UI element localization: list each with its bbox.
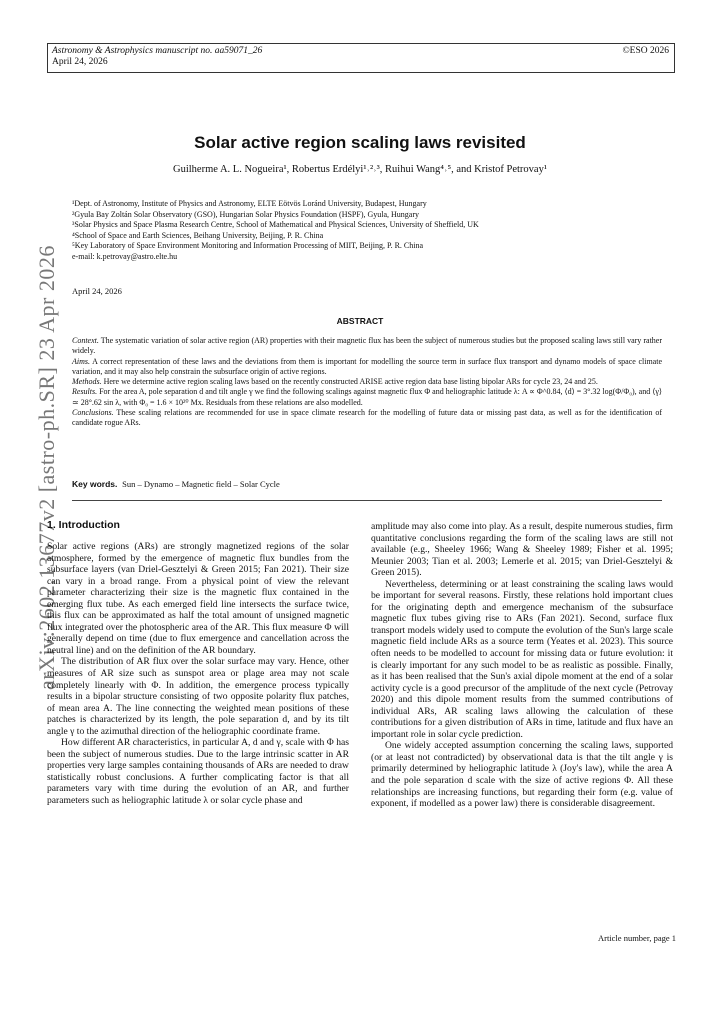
paragraph: Nevertheless, determining or at least constraining the scaling laws would be important for several reasons. Firstly, these relations hold important clues for the originating depth and emergence mechanism of the subsurface magnetic flux tubes giving rise to ARs (Fan 2021). Second, surface flux transport models widely used to compute the evolution of the Sun's large scale magnetic field include ARs as a source term (Yeates et al. 2023). This source often needs to be modelled to account for missing data or future evolution: it is clearly important for any such model to be as realistic as possible. Finally, as it has been realised that the Sun's axial dipole moment at the end of a solar activity cycle is a good precursor of the amplitude of the next cycle (Petrovay 2020) and this dipole moment results from the summed contributions of individual ARs, AR scaling laws allowing the calculation of these contributions for a given distribution of ARs in time, latitude and flux have an important role in solar cycle prediction. <box>371 578 673 740</box>
keywords-text: Sun – Dynamo – Magnetic field – Solar Cycle <box>122 479 280 489</box>
header-date: April 24, 2026 <box>52 57 108 67</box>
paragraph: How different AR characteristics, in particular A, d and γ, scale with Φ has been the subject of numerous studies. Due to the large intrinsic scatter in AR properties very large samples containing thousands of ARs are needed to draw statistically robust conclusions. A further complicating factor is that all parameters vary with time during the evolution of an AR, and further parameters such as heliographic latitude λ or solar cycle phase and <box>47 737 349 807</box>
abstract-context: Context. The systematic variation of solar active region (AR) properties with their magnetic flux has been the subject of numerous studies but the proposed scaling laws still vary rather widely. <box>72 336 662 356</box>
abstract-aims: Aims. A correct representation of these laws and the deviations from them is important for modelling the source term in surface flux transport and dynamo models of space climate variation, and it may also help constrain the subsurface origin of active regions. <box>72 356 662 376</box>
copyright: ©ESO 2026 <box>622 46 669 56</box>
paragraph: Solar active regions (ARs) are strongly magnetized regions of the solar atmosphere, formed by the emergence of magnetic flux bundles from the subsurface layers (van Driel-Gesztelyi & Green 2015; Fan 2021). Their size can vary in a broad range. From a physical point of view the relevant parameter characterizing their size is the magnetic flux contained in the emerging flux tube. As each emerged field line intersects the surface twice, this flux can be approximated as half the total amount of unsigned magnetic flux integrated over the photospheric area of the AR. This flux measure Φ will generally depend on time (due to flux emergence and cancellation across the neutral line) and on the definition of the AR boundary. <box>47 541 349 656</box>
affiliations <box>72 199 672 263</box>
abstract-divider <box>72 500 662 501</box>
abstract-methods: Methods. Here we determine active region scaling laws based on the recently constructed ARISE active region data base listing bipolar ARs for cycle 23, 24 and 25. <box>72 377 598 387</box>
received-date: April 24, 2026 <box>72 286 122 296</box>
paragraph: amplitude may also come into play. As a result, despite numerous studies, firm quantitative conclusions regarding the form of the scaling laws are still not available (e.g., Sheeley 1966; Wang & Sheeley 1989; Fisher et al. 1995; Meunier 2003; Tian et al. 2003; Lemerle et al. 2015; van Driel-Gesztelyi & Green 2015). <box>371 521 673 579</box>
author-list: Guilherme A. L. Nogueira¹, Robertus Erdélyi¹˒²˒³, Ruihui Wang⁴˒⁵, and Kristof Petrovay¹ <box>173 164 547 175</box>
affiliation-2: ²Gyula Bay Zoltán Solar Observatory (GSO), Hungarian Solar Physics Foundation (HSPF), Gyula, Hungary <box>72 209 420 219</box>
abstract-heading: ABSTRACT <box>336 316 384 326</box>
header-left <box>52 46 262 68</box>
affiliation-4: ⁴School of Space and Earth Sciences, Beihang University, Beijing, P. R. China <box>72 230 324 240</box>
affiliation-3: ³Solar Physics and Space Plasma Research Centre, School of Mathematical and Physical Sciences, University of Sheffield, UK <box>72 220 479 230</box>
manuscript-header <box>47 43 675 73</box>
affiliation-1: ¹Dept. of Astronomy, Institute of Physics and Astronomy, ELTE Eötvös Loránd University, Budapest, Hungary <box>72 199 427 208</box>
paragraph: One widely accepted assumption concerning the scaling laws, supported (or at least not contradicted) by observational data is that the tilt angle γ is primarily determined by heliographic latitude λ (Joy's law), while the area A and the pole separation d scale with the size of active regions Φ. All these relationships are increasing functions, but regarding their form (e.g. value of exponent, if modelled as a power law) there is considerable disagreement. <box>371 740 673 810</box>
page-footer: Article number, page 1 <box>597 933 676 943</box>
affiliation-5: ⁵Key Laboratory of Space Environment Monitoring and Information Processing of MIIT, Beijing, P. R. China <box>72 241 424 251</box>
section-heading-introduction: 1. Introduction <box>47 519 120 531</box>
paper-title: Solar active region scaling laws revisited <box>194 133 526 152</box>
left-column <box>47 541 349 807</box>
email-line: e-mail: k.petrovay@astro.elte.hu <box>72 251 178 261</box>
keywords <box>72 479 280 489</box>
right-column <box>371 521 673 810</box>
paragraph: The distribution of AR flux over the solar surface may vary. Hence, other measures of AR size such as sunspot area or plage area may not scale completely linearly with Φ. In addition, the emergence process typically results in a bipolar structure consisting of two opposite polarity flux patches, of mean area A. The line connecting the weighted mean positions of these patches is characterized by its length, the pole separation d, and by its tilt angle γ to the azimuthal direction of the heliographic coordinate frame. <box>47 656 349 737</box>
abstract-results: Results. For the area A, pole separation d and tilt angle γ we find the following scalings against magnetic flux Φ and heliographic latitude λ: A ∝ Φ^0.84, ⟨d⟩ = 3°.32 log(Φ/Φ₀), and ⟨γ⟩ ≃ 28°.62 sin λ, with Φ₀ = 1.6 × 10²⁰ Mx. Residuals from these relations are also modelled. <box>72 387 663 407</box>
journal-line: Astronomy & Astrophysics manuscript no. aa59071_26 <box>52 46 263 56</box>
keywords-label: Key words. <box>72 479 118 489</box>
arxiv-id: arXiv:2602.13677v2 [astro-ph.SR] 23 Apr 2026 <box>34 245 59 690</box>
abstract-conclusions: Conclusions. These scaling relations are recommended for use in space climate research for the modelling of future data or missing past data, as well as for the identification of candidate rogue ARs. <box>72 408 662 428</box>
abstract-body <box>72 336 662 429</box>
